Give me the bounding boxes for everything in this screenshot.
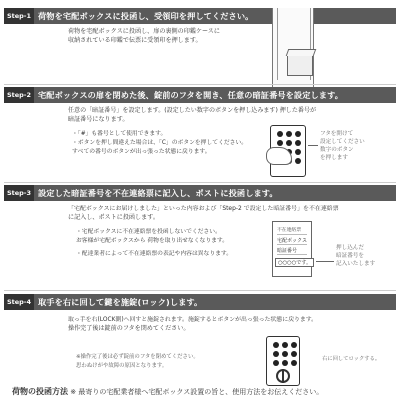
step-4 <box>4 294 396 390</box>
step-2-side-note-2: 設定してください <box>320 139 365 145</box>
step-3-side-note-2: 暗証番号を <box>336 253 364 259</box>
footer-text: ※ 最寄りの宅配業者様へ宅配ボックス設置の旨と、使用方法をお伝えください。 <box>70 388 324 396</box>
step-3-title: 設定した暗証番号を不在連絡票に記入し、ポストに投函します。 <box>38 187 278 198</box>
step-1-tag: Step-1 <box>4 8 34 24</box>
step-2-tag: Step-2 <box>4 87 34 103</box>
step-3-line-1: 「宅配ボックスにお届けしました」といった内容および「Step-2 で設定した暗証番号」を不在連絡票 <box>68 205 339 212</box>
step-3-header <box>4 185 396 201</box>
lock-knob-icon <box>276 369 290 383</box>
step-4-header <box>4 294 396 310</box>
absence-slip-illustration <box>272 221 312 277</box>
slip-title: 不在連絡票 <box>277 228 301 233</box>
step-4-line-4: 思わぬけがや故障の原因となります。 <box>76 363 168 369</box>
step-2 <box>4 87 396 189</box>
step-2-header <box>4 87 396 103</box>
step-2-line-1: 任意の「暗証番号」を設定します。(設定したい数字のボタンを押し込みます) 押した番号が <box>68 107 317 114</box>
footer <box>12 386 323 397</box>
footer-lead: 荷物の投函方法 <box>12 387 68 396</box>
arrow-icon <box>308 145 318 146</box>
step-3-line-5: ・配達業者によって不在連絡票の表記や内容は異なります。 <box>76 251 233 257</box>
step-3-line-3: ・宅配ボックスに不在連絡票を投函しないでください。 <box>76 229 221 235</box>
step-4-line-3: ※操作完了後は必ず錠前のフタを閉めてください。 <box>76 354 199 360</box>
step-2-line-5: すべての番号のボタンが出っ張った状態に戻ります。 <box>72 149 211 155</box>
step-4-line-2: 操作完了後は錠前のフタを閉めてください。 <box>68 325 190 332</box>
slip-row-1: 宅配ボックス <box>277 238 307 244</box>
step-3-side-note-1: 押し込んだ <box>336 245 364 251</box>
step-2-side-note-3: 数字のボタン <box>320 147 354 153</box>
step-1-header <box>4 8 396 24</box>
step-4-line-1: 取っ手を右(LOCK側)へ回すと施錠されます。施錠するとボタンが出っ張った状態に戻ります。 <box>68 317 318 323</box>
step-3 <box>4 185 396 301</box>
step-4-side-note: 右に回してロックする。 <box>322 356 381 362</box>
arrow-icon <box>316 261 334 262</box>
step-1-title: 荷物を宅配ボックスに投函し、受領印を押してください。 <box>38 10 254 21</box>
step-3-tag: Step-3 <box>4 185 34 201</box>
slip-code: ○○○○です。 <box>275 258 314 267</box>
step-2-side-note-1: フタを開けて <box>320 131 354 137</box>
step-4-title: 取手を右に回して鍵を施錠(ロック)します。 <box>38 296 203 307</box>
step-2-line-2: 暗証番号になります。 <box>68 116 129 123</box>
step-2-line-3: ・「#」も番号として使用できます。 <box>72 131 167 137</box>
step-3-line-2: に記入し、ポストに投函します。 <box>68 214 159 221</box>
step-3-line-4: お客様が宅配ボックスから 荷物を取り出せなくなります。 <box>76 238 229 244</box>
step-1 <box>4 8 396 94</box>
slip-row-2: 暗証番号 <box>277 248 298 254</box>
step-2-side-note-4: を押します <box>320 155 348 161</box>
hand-icon <box>266 147 292 165</box>
step-3-side-note-3: 記入いたします <box>336 261 376 267</box>
step-4-tag: Step-4 <box>4 294 34 310</box>
step-2-title: 宅配ボックスの扉を閉めた後、錠前のフタを開き、任意の暗証番号を設定します。 <box>38 89 343 100</box>
keypad-lock-icon <box>266 336 300 386</box>
step-1-line-2: 収納されている印鑑で伝票に受領印を押します。 <box>68 37 202 44</box>
package-box-icon <box>287 54 313 76</box>
step-1-line-1: 荷物を宅配ボックスに投函し、扉の裏側の印鑑ケースに <box>68 28 220 35</box>
step-2-line-4: ・ボタンを押し間違えた場合は、「C」のボタンを押してください。 <box>72 140 248 146</box>
